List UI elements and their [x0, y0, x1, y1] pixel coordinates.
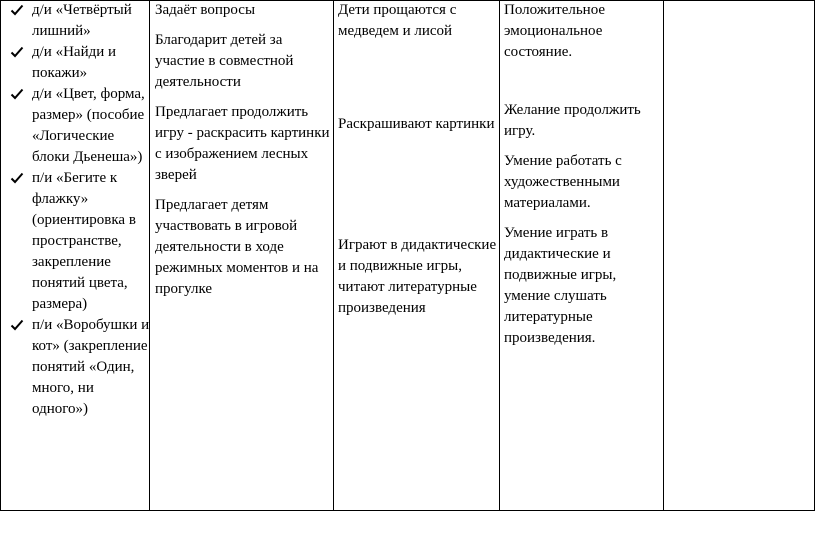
list-item: [10, 42, 150, 84]
outcome-text: Умение работать с художественными материалами.: [504, 153, 622, 211]
children-action-text: Играют в дидактические и подвижные игры, читают литературные произведения: [338, 237, 497, 316]
list-item: [10, 0, 150, 42]
list-item: [10, 84, 150, 168]
checkmark-icon: [10, 3, 24, 17]
outcomes-cell: [504, 0, 664, 349]
table-bottom-border: [0, 510, 815, 511]
children-action-text: Раскрашивают картинки: [338, 116, 495, 132]
games-checklist: [10, 0, 150, 420]
table-right-border: [814, 0, 815, 511]
list-item: [10, 315, 150, 420]
teacher-action-text: Задаёт вопросы: [155, 2, 256, 18]
teacher-actions-cell: [155, 0, 335, 300]
checkmark-icon: [10, 87, 24, 101]
outcome-text: Желание продолжить игру.: [504, 102, 641, 139]
outcome-text: Положительное эмоциональное состояние.: [504, 2, 606, 60]
list-item-text: п/и «Воробушки и кот» (закрепление понятий «Один, много, ни одного»): [32, 317, 150, 417]
children-actions-cell: [338, 0, 500, 319]
teacher-action-text: Предлагает детям участвовать в игровой деятельности в ходе режимных моментов и на прогулке: [155, 197, 319, 297]
teacher-action-text: Благодарит детей за участие в совместной деятельности: [155, 32, 294, 90]
list-item-text: д/и «Цвет, форма, размер» (пособие «Логические блоки Дьенеша»): [32, 86, 145, 165]
list-item-text: д/и «Найди и покажи»: [32, 44, 117, 81]
outcome-text: Умение играть в дидактические и подвижные игры, умение слушать литературные произведения.: [504, 225, 617, 346]
list-item-text: д/и «Четвёртый лишний»: [32, 2, 132, 39]
checkmark-icon: [10, 318, 24, 332]
teacher-action-text: Предлагает продолжить игру - раскрасить картинки с изображением лесных зверей: [155, 104, 330, 183]
table-left-border: [0, 0, 1, 511]
checkmark-icon: [10, 171, 24, 185]
list-item: [10, 168, 150, 315]
games-cell: [10, 0, 150, 420]
children-action-text: Дети прощаются с медведем и лисой: [338, 2, 457, 39]
list-item-text: п/и «Бегите к флажку» (ориентировка в пространстве, закрепление понятий цвета, размера): [32, 170, 136, 312]
checkmark-icon: [10, 45, 24, 59]
